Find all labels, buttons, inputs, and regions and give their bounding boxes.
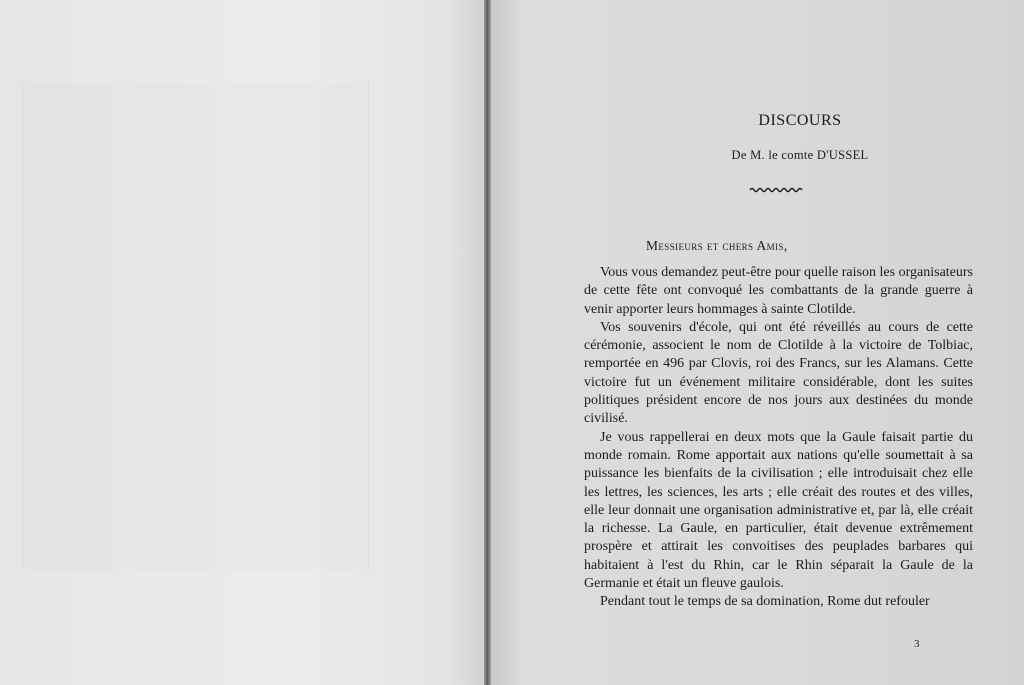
page-number: 3 (914, 638, 920, 650)
right-page (491, 0, 1024, 685)
page-title: DISCOURS (758, 112, 842, 129)
body-text (584, 264, 973, 612)
paragraph: Vos souvenirs d'école, qui ont été réveillés au cours de cette cérémonie, associent le nom de Clotilde à la victoire de Tolbiac, remportée en 496 par Clovis, roi des Francs, sur les Alamans. Cette victoire fut un événement militaire considérable, dont les suites politiques président encore de nos jours aux destinées du monde civilisé. (584, 319, 973, 427)
salutation: Messieurs et chers Amis, (646, 238, 788, 253)
page-subtitle: De M. le comte D'USSEL (731, 148, 869, 162)
paragraph: Vous vous demandez peut-être pour quelle raison les organisateurs de cette fête ont convoqué les combattants de la grande guerre à venir apporter leurs hommages à sainte Clotilde. (584, 265, 973, 317)
paragraph: Pendant tout le temps de sa domination, Rome dut refouler (600, 594, 930, 610)
show-through-text-block (22, 82, 369, 570)
wavy-rule-ornament (749, 186, 803, 194)
paragraph: Je vous rappellerai en deux mots que la Gaule faisait partie du monde romain. Rome apportait aux nations qu'elle soumettait à sa puissance les bienfaits de la civilisation ; elle introduisait chez elle les lettres, les sciences, les arts ; elle créait des routes et des villes, elle leur donnait une organisation administrative et, par là, elle créait la richesse. La Gaule, en particulier, était devenue extrêmement prospère et attirait les convoitises des peuplades barbares qui habitaient à l'est du Rhin, car le Rhin séparait la Gaule de la Germanie et était un fleuve gaulois. (584, 429, 973, 592)
left-page-blank (0, 0, 487, 685)
